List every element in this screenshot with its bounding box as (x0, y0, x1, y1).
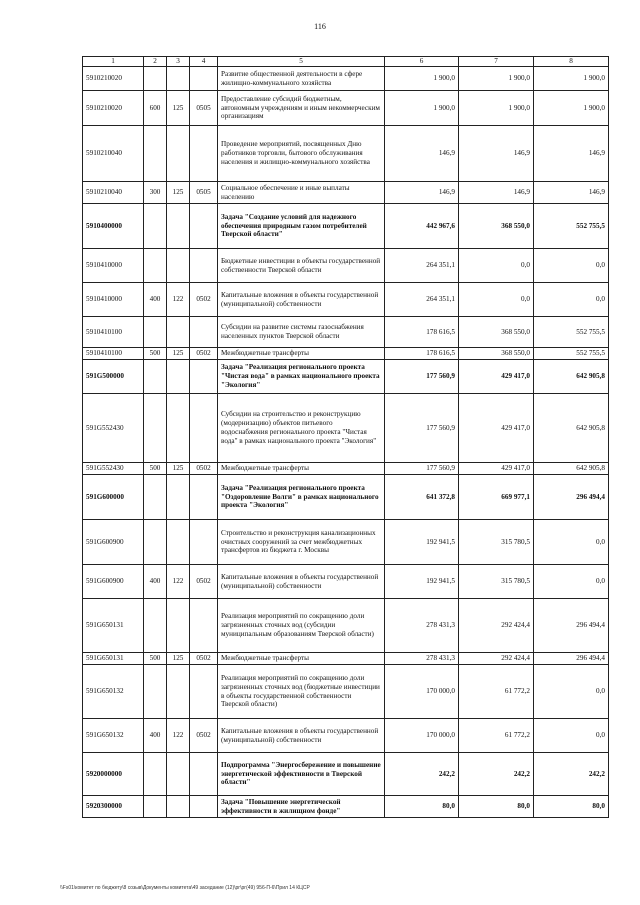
amount-col6-cell: 1 900,0 (385, 67, 459, 91)
code-cell: 591G650132 (83, 719, 144, 753)
ministry-code-cell: 125 (167, 91, 190, 126)
amount-col8-cell: 296 494,4 (534, 653, 609, 665)
code-cell: 5920300000 (83, 796, 144, 818)
section-code-cell (190, 360, 218, 394)
header-row (83, 57, 609, 67)
amount-col7-cell: 146,9 (459, 126, 534, 182)
table-body (83, 57, 609, 818)
amount-col8-cell: 0,0 (534, 249, 609, 283)
table-row (83, 796, 609, 818)
amount-col8-cell: 0,0 (534, 520, 609, 565)
amount-col8-cell: 146,9 (534, 182, 609, 204)
table-row (83, 665, 609, 719)
ministry-code-cell (167, 360, 190, 394)
code-cell: 5910410100 (83, 317, 144, 348)
amount-col7-cell: 368 550,0 (459, 204, 534, 249)
section-code-cell (190, 394, 218, 463)
amount-col6-cell: 80,0 (385, 796, 459, 818)
ministry-code-cell (167, 249, 190, 283)
amount-col6-cell: 264 351,1 (385, 249, 459, 283)
description-cell: Субсидии на развитие системы газоснабжения населенных пунктов Тверской области (218, 317, 385, 348)
description-cell: Задача "Повышение энергетической эффективности в жилищном фонде" (218, 796, 385, 818)
code-cell: 5910410100 (83, 348, 144, 360)
table-row (83, 204, 609, 249)
type-code-cell (144, 520, 167, 565)
ministry-code-cell: 122 (167, 283, 190, 317)
section-code-cell (190, 599, 218, 653)
code-cell: 5910400000 (83, 204, 144, 249)
ministry-code-cell (167, 394, 190, 463)
description-cell: Межбюджетные трансферты (218, 463, 385, 475)
amount-col8-cell: 1 900,0 (534, 67, 609, 91)
section-code-cell (190, 126, 218, 182)
amount-col8-cell: 242,2 (534, 753, 609, 796)
table-row (83, 317, 609, 348)
type-code-cell (144, 796, 167, 818)
section-code-cell: 0502 (190, 565, 218, 599)
section-code-cell (190, 665, 218, 719)
description-cell: Капитальные вложения в объекты государственной (муниципальной) собственности (218, 719, 385, 753)
amount-col7-cell: 669 977,1 (459, 475, 534, 520)
amount-col8-cell: 642 905,8 (534, 360, 609, 394)
amount-col7-cell: 146,9 (459, 182, 534, 204)
column-header-8: 8 (534, 57, 609, 67)
description-cell: Реализация мероприятий по сокращению доли загрязненных сточных вод (субсидии муниципальным образованиям Тверской области) (218, 599, 385, 653)
section-code-cell: 0505 (190, 91, 218, 126)
code-cell: 591G650132 (83, 665, 144, 719)
type-code-cell (144, 67, 167, 91)
type-code-cell (144, 249, 167, 283)
table-row (83, 475, 609, 520)
amount-col7-cell: 61 772,2 (459, 719, 534, 753)
section-code-cell (190, 475, 218, 520)
amount-col7-cell: 0,0 (459, 283, 534, 317)
description-cell: Бюджетные инвестиции в объекты государственной собственности Тверской области (218, 249, 385, 283)
ministry-code-cell (167, 317, 190, 348)
amount-col6-cell: 242,2 (385, 753, 459, 796)
table-row (83, 719, 609, 753)
amount-col8-cell: 146,9 (534, 126, 609, 182)
amount-col7-cell: 429 417,0 (459, 360, 534, 394)
amount-col6-cell: 178 616,5 (385, 317, 459, 348)
ministry-code-cell (167, 475, 190, 520)
amount-col6-cell: 177 560,9 (385, 360, 459, 394)
ministry-code-cell: 125 (167, 182, 190, 204)
type-code-cell (144, 394, 167, 463)
amount-col7-cell: 242,2 (459, 753, 534, 796)
amount-col8-cell: 0,0 (534, 719, 609, 753)
table-row (83, 520, 609, 565)
type-code-cell (144, 204, 167, 249)
amount-col8-cell: 642 905,8 (534, 394, 609, 463)
code-cell: 591G552430 (83, 394, 144, 463)
code-cell: 5910210020 (83, 67, 144, 91)
code-cell: 5920000000 (83, 753, 144, 796)
amount-col8-cell: 642 905,8 (534, 463, 609, 475)
type-code-cell (144, 665, 167, 719)
type-code-cell: 400 (144, 719, 167, 753)
description-cell: Межбюджетные трансферты (218, 653, 385, 665)
ministry-code-cell (167, 67, 190, 91)
type-code-cell (144, 599, 167, 653)
ministry-code-cell (167, 204, 190, 249)
description-cell: Задача "Реализация регионального проекта "Чистая вода" в рамках национального проекта "Экология" (218, 360, 385, 394)
amount-col6-cell: 170 000,0 (385, 719, 459, 753)
type-code-cell: 600 (144, 91, 167, 126)
amount-col7-cell: 315 780,5 (459, 565, 534, 599)
table-row (83, 360, 609, 394)
amount-col7-cell: 0,0 (459, 249, 534, 283)
section-code-cell: 0505 (190, 182, 218, 204)
amount-col7-cell: 1 900,0 (459, 91, 534, 126)
code-cell: 591G600900 (83, 565, 144, 599)
amount-col6-cell: 278 431,3 (385, 599, 459, 653)
amount-col6-cell: 178 616,5 (385, 348, 459, 360)
amount-col6-cell: 177 560,9 (385, 463, 459, 475)
type-code-cell (144, 753, 167, 796)
section-code-cell (190, 204, 218, 249)
amount-col6-cell: 192 941,5 (385, 565, 459, 599)
amount-col6-cell: 170 000,0 (385, 665, 459, 719)
description-cell: Реализация мероприятий по сокращению доли загрязненных сточных вод (бюджетные инвестиции в объекты государственной собственности Тверской области) (218, 665, 385, 719)
amount-col7-cell: 292 424,4 (459, 653, 534, 665)
amount-col7-cell: 292 424,4 (459, 599, 534, 653)
section-code-cell (190, 67, 218, 91)
ministry-code-cell: 122 (167, 565, 190, 599)
amount-col8-cell: 552 755,5 (534, 204, 609, 249)
section-code-cell: 0502 (190, 348, 218, 360)
amount-col8-cell: 0,0 (534, 283, 609, 317)
code-cell: 5910210020 (83, 91, 144, 126)
column-header-6: 6 (385, 57, 459, 67)
ministry-code-cell (167, 126, 190, 182)
description-cell: Развитие общественной деятельности в сфере жилищно-коммунального хозяйства (218, 67, 385, 91)
page-number: 116 (314, 22, 326, 31)
amount-col6-cell: 641 372,8 (385, 475, 459, 520)
amount-col7-cell: 429 417,0 (459, 394, 534, 463)
description-cell: Подпрограмма "Энергосбережение и повышение энергетической эффективности в Тверской области" (218, 753, 385, 796)
table-row (83, 394, 609, 463)
description-cell: Субсидии на строительство и реконструкцию (модернизацию) объектов питьевого водоснабжения регионального проекта "Чистая вода" в рамках национального проекта "Экология" (218, 394, 385, 463)
table-row (83, 67, 609, 91)
description-cell: Социальное обеспечение и иные выплаты населению (218, 182, 385, 204)
amount-col8-cell: 296 494,4 (534, 599, 609, 653)
column-header-3: 3 (167, 57, 190, 67)
ministry-code-cell (167, 796, 190, 818)
amount-col6-cell: 442 967,6 (385, 204, 459, 249)
amount-col7-cell: 61 772,2 (459, 665, 534, 719)
amount-col8-cell: 80,0 (534, 796, 609, 818)
code-cell: 5910210040 (83, 126, 144, 182)
ministry-code-cell (167, 753, 190, 796)
description-cell: Строительство и реконструкция канализационных очистных сооружений за счет межбюджетных трансфертов из бюджета г. Москвы (218, 520, 385, 565)
code-cell: 591G552430 (83, 463, 144, 475)
amount-col6-cell: 264 351,1 (385, 283, 459, 317)
section-code-cell: 0502 (190, 283, 218, 317)
section-code-cell (190, 317, 218, 348)
ministry-code-cell (167, 599, 190, 653)
code-cell: 591G600900 (83, 520, 144, 565)
amount-col6-cell: 146,9 (385, 126, 459, 182)
section-code-cell: 0502 (190, 463, 218, 475)
type-code-cell: 300 (144, 182, 167, 204)
budget-table (82, 56, 609, 818)
table-row (83, 653, 609, 665)
amount-col7-cell: 368 550,0 (459, 317, 534, 348)
amount-col8-cell: 296 494,4 (534, 475, 609, 520)
type-code-cell (144, 360, 167, 394)
amount-col7-cell: 80,0 (459, 796, 534, 818)
column-header-1: 1 (83, 57, 144, 67)
table-row (83, 348, 609, 360)
section-code-cell (190, 520, 218, 565)
code-cell: 5910410000 (83, 283, 144, 317)
amount-col6-cell: 146,9 (385, 182, 459, 204)
table-row (83, 463, 609, 475)
description-cell: Задача "Реализация регионального проекта "Оздоровление Волги" в рамках национального проекта "Экология" (218, 475, 385, 520)
column-header-5: 5 (218, 57, 385, 67)
ministry-code-cell (167, 520, 190, 565)
type-code-cell: 500 (144, 653, 167, 665)
code-cell: 591G600000 (83, 475, 144, 520)
type-code-cell: 500 (144, 463, 167, 475)
column-header-4: 4 (190, 57, 218, 67)
column-header-2: 2 (144, 57, 167, 67)
code-cell: 591G650131 (83, 599, 144, 653)
table-row (83, 182, 609, 204)
amount-col6-cell: 278 431,3 (385, 653, 459, 665)
amount-col8-cell: 552 755,5 (534, 317, 609, 348)
description-cell: Межбюджетные трансферты (218, 348, 385, 360)
type-code-cell: 400 (144, 565, 167, 599)
description-cell: Капитальные вложения в объекты государственной (муниципальной) собственности (218, 565, 385, 599)
code-cell: 591G500000 (83, 360, 144, 394)
ministry-code-cell (167, 665, 190, 719)
amount-col8-cell: 1 900,0 (534, 91, 609, 126)
description-cell: Предоставление субсидий бюджетным, автономным учреждениям и иным некоммерческим организациям (218, 91, 385, 126)
code-cell: 5910410000 (83, 249, 144, 283)
amount-col6-cell: 1 900,0 (385, 91, 459, 126)
ministry-code-cell: 125 (167, 653, 190, 665)
amount-col7-cell: 315 780,5 (459, 520, 534, 565)
description-cell: Капитальные вложения в объекты государственной (муниципальной) собственности (218, 283, 385, 317)
code-cell: 5910210040 (83, 182, 144, 204)
amount-col8-cell: 0,0 (534, 665, 609, 719)
table-row (83, 565, 609, 599)
amount-col6-cell: 192 941,5 (385, 520, 459, 565)
type-code-cell: 400 (144, 283, 167, 317)
amount-col7-cell: 429 417,0 (459, 463, 534, 475)
table-row (83, 126, 609, 182)
amount-col6-cell: 177 560,9 (385, 394, 459, 463)
type-code-cell: 500 (144, 348, 167, 360)
section-code-cell (190, 753, 218, 796)
description-cell: Проведение мероприятий, посвященных Дню работников торговли, бытового обслуживания населения и жилищно-коммунального хозяйства (218, 126, 385, 182)
ministry-code-cell: 122 (167, 719, 190, 753)
amount-col8-cell: 552 755,5 (534, 348, 609, 360)
code-cell: 591G650131 (83, 653, 144, 665)
type-code-cell (144, 126, 167, 182)
ministry-code-cell: 125 (167, 348, 190, 360)
table-row (83, 753, 609, 796)
column-header-7: 7 (459, 57, 534, 67)
ministry-code-cell: 125 (167, 463, 190, 475)
table-row (83, 599, 609, 653)
section-code-cell: 0502 (190, 653, 218, 665)
amount-col8-cell: 0,0 (534, 565, 609, 599)
amount-col7-cell: 368 550,0 (459, 348, 534, 360)
amount-col7-cell: 1 900,0 (459, 67, 534, 91)
table-row (83, 283, 609, 317)
section-code-cell: 0502 (190, 719, 218, 753)
type-code-cell (144, 317, 167, 348)
table-row (83, 91, 609, 126)
section-code-cell (190, 796, 218, 818)
footer-file-path: \\Fs01\комитет по бюджету\8 созыв\Документы комитета\49 заседание (12)\рг\рг(49) 956-П-6\Прил 14 КЦСР (60, 885, 310, 891)
description-cell: Задача "Создание условий для надежного обеспечения природным газом потребителей Тверской области" (218, 204, 385, 249)
section-code-cell (190, 249, 218, 283)
type-code-cell (144, 475, 167, 520)
table-row (83, 249, 609, 283)
